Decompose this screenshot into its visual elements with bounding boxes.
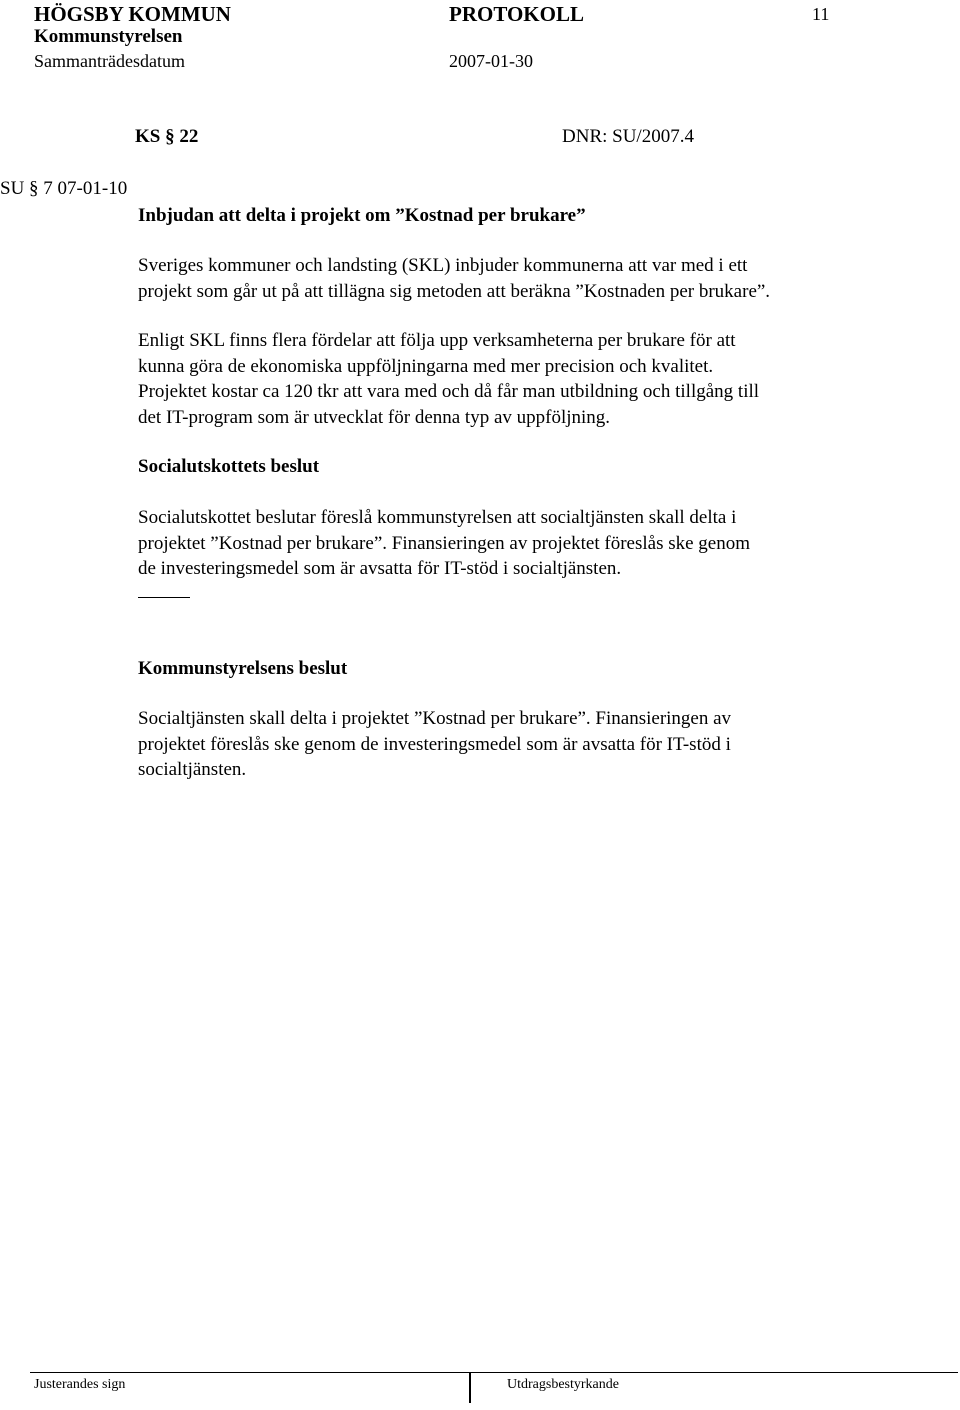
text-line: Socialtjänsten skall delta i projektet ”Kostnad per brukare”. Finansieringen av [138, 708, 732, 729]
meeting-date-label: Sammanträdesdatum [34, 51, 185, 71]
socialutskott-heading: Socialutskottets beslut [138, 456, 320, 477]
page-number: 11 [812, 4, 830, 24]
text-line: Sveriges kommuner och landsting (SKL) inbjuder kommunerna att var med i ett [138, 255, 748, 276]
committee-name: Kommunstyrelsen [34, 26, 183, 47]
intro-paragraph-2 [138, 328, 908, 430]
text-line: de investeringsmedel som är avsatta för IT-stöd i socialtjänsten. [138, 558, 622, 579]
socialutskott-decision [138, 505, 908, 582]
text-line: socialtjänsten. [138, 759, 247, 780]
municipality-name: HÖGSBY KOMMUN [34, 2, 231, 26]
footer-rule [30, 1372, 958, 1373]
dnr-reference: DNR: SU/2007.4 [562, 126, 694, 147]
certification-field-label: Utdragsbestyrkande [507, 1377, 619, 1392]
kommunstyrelsen-decision [138, 706, 908, 783]
su-reference: SU § 7 07-01-10 [0, 178, 128, 199]
text-line: Projektet kostar ca 120 tkr att vara med och då får man utbildning och tillgång till [138, 381, 760, 402]
section-separator [138, 597, 190, 598]
text-line: det IT-program som är utvecklat för denna typ av uppföljning. [138, 406, 611, 428]
meeting-date: 2007-01-30 [449, 51, 533, 71]
signature-field-label: Justerandes sign [34, 1377, 126, 1392]
ks-reference: KS § 22 [135, 126, 199, 147]
text-line: Socialutskottet beslutar föreslå kommunstyrelsen att socialtjänsten skall delta i [138, 507, 737, 528]
footer-divider [469, 1373, 471, 1403]
document-type: PROTOKOLL [449, 2, 584, 26]
text-line: kunna göra de ekonomiska uppföljningarna med mer precision och kvalitet. [138, 355, 714, 377]
text-line: projekt som går ut på att tillägna sig metoden att beräkna ”Kostnaden per brukare”. [138, 280, 771, 302]
text-line: projektet ”Kostnad per brukare”. Finansieringen av projektet föreslås ske genom [138, 532, 751, 554]
text-line: projektet föreslås ske genom de investeringsmedel som är avsatta för IT-stöd i [138, 733, 731, 755]
text-line: Enligt SKL finns flera fördelar att följa upp verksamheterna per brukare för att [138, 330, 736, 351]
intro-paragraph-1 [138, 253, 908, 304]
kommunstyrelsen-heading: Kommunstyrelsens beslut [138, 658, 348, 679]
case-title: Inbjudan att delta i projekt om ”Kostnad per brukare” [138, 205, 586, 226]
